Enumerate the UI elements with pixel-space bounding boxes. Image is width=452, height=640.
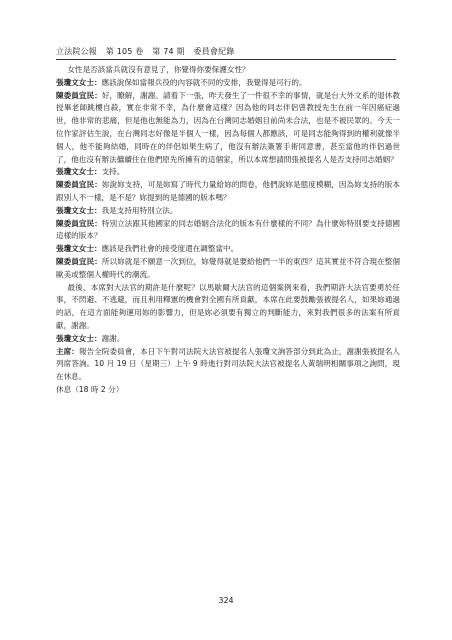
transcript-paragraph [56, 384, 400, 397]
paragraph-text: 所以妳就是不願意一次到位，妳覺得就是要給他們一半的東西？這其實並不符合現在整個歐美或整個人權時代的潮流。 [56, 256, 400, 279]
publication-title: 立法院公報 [56, 47, 97, 56]
transcript-body [56, 64, 400, 397]
paragraph-text: 應該是我們社會的接受度還在調整當中。 [101, 244, 239, 254]
transcript-paragraph [56, 179, 400, 205]
speaker-label: 張瓊文女士： [56, 244, 102, 254]
page-header [56, 46, 396, 60]
transcript-paragraph [56, 333, 400, 346]
paragraph-text: 女性是否該當兵就沒有意見了，你覺得你要保護女性？ [67, 65, 250, 74]
transcript-paragraph [56, 243, 400, 256]
section-name: 委員會紀錄 [193, 47, 235, 56]
speaker-label: 張瓊文女士： [56, 333, 102, 343]
speaker-label: 張瓊文女士： [56, 205, 102, 215]
paragraph-text: 支持。 [101, 167, 125, 177]
volume-number: 第 105 卷 [105, 47, 144, 56]
paragraph-text: 報告全院委員會，本日下午對司法院大法官被提名人張瓊文詢答部分到此為止，謝謝張被提名人列席答詢。10 月 19 日（星期三）上午 9 時進行對司法院大法官被提名人黃瑞明相關事項之詢問，現在休息。 [56, 346, 400, 382]
issue-number: 第 74 期 [152, 47, 185, 56]
speaker-label: 張瓊文女士： [56, 167, 102, 177]
speaker-label: 陳委員宜民： [56, 256, 102, 266]
paragraph-text: 謝謝。 [101, 333, 125, 343]
transcript-paragraph [56, 256, 400, 282]
paragraph-text: 應該說保如當報兵役的內容就不同的安排，我覺得是可行的。 [101, 77, 307, 87]
page-number: 324 [218, 596, 234, 605]
paragraph-text: 休息（18 時 2 分） [56, 384, 124, 394]
transcript-paragraph [56, 166, 400, 179]
paragraph-text: 好，瞭解，謝謝。請看下一張，昨天發生了一件很不幸的事情，就是台大外文系的退休教授畢老師跳樓自殺，實在非常不幸，為什麼會這樣？因為他的同志伴侶曾教授先生在前一年因癌症過世，他非常的悲痛，但是他也無能為力，因為在台灣同志婚姻目前尚未合法，也是不被民眾的。今天一位作家評估生說，在台灣同志好像是半個人一樣，因為每個人都應該，可是同志能夠得到的權利就像半個人，他不能夠結婚，同時在的伴侶如果生病了，他沒有辦法簽署手術同意書，甚至當他的伴侶過世了，他也沒有辦法繼續住在他們原先所擁有的這個家，所以本席想請問張被提名人是否支持同志婚姻？ [56, 90, 400, 164]
transcript-paragraph [56, 205, 400, 218]
transcript-paragraph [56, 218, 400, 244]
paragraph-text: 妳說妳支持，可是妳寫了時代力量給妳的問卷，他們說妳是態度模糊，因為妳支持的版本跟別人不一樣，是不是？妳提到的是德國的版本嗎？ [56, 180, 400, 202]
transcript-paragraph [56, 77, 400, 90]
transcript-paragraph [56, 282, 400, 333]
transcript-paragraph [56, 346, 400, 384]
paragraph-text: 特別立法跟其他國家的同志婚姻合法化的版本有什麼樣的不同？為什麼妳特別要支持德國這樣的版本？ [56, 218, 400, 241]
paragraph-text: 我是支持用特別立法。 [101, 205, 178, 215]
transcript-paragraph [56, 64, 400, 77]
speaker-label: 陳委員宜民： [56, 180, 102, 190]
transcript-paragraph [56, 90, 400, 167]
speaker-label: 張瓊文女士： [56, 77, 102, 87]
speaker-label: 陳委員宜民： [56, 90, 102, 100]
speaker-label: 主席： [56, 346, 79, 356]
speaker-label: 陳委員宜民： [56, 218, 102, 228]
paragraph-text: 最後，本席對大法官的期許是什麼呢？以馬歇爾大法官的這個案例來看，我們期許大法官要勇於任事，不閃避、不逃避，而且利用釋憲的機會對全國有所貢獻，本席在此要鼓勵張被提名人，如果妳通過的話，在這方面能夠運用妳的影響力，但是妳必須要有獨立的判斷能力，來對我們很多的法案有所貢獻，謝謝。 [56, 282, 400, 330]
